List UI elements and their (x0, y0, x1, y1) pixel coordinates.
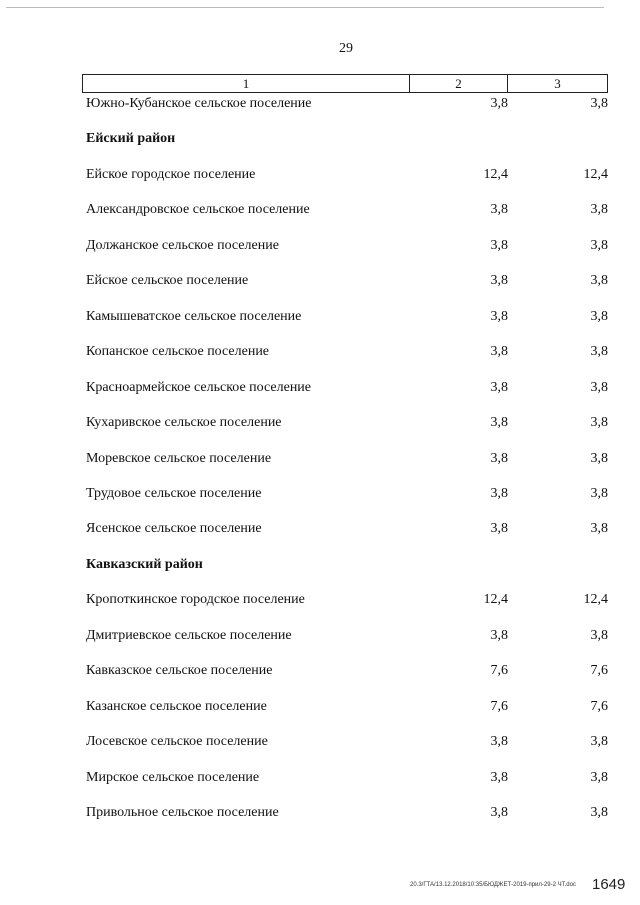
value-column-2: 3,8 (490, 415, 508, 430)
page-number: 29 (339, 41, 353, 56)
value-column-3: 3,8 (590, 96, 608, 111)
settlement-row (86, 271, 610, 291)
value-column-2: 3,8 (490, 96, 508, 111)
value-column-2: 3,8 (490, 628, 508, 643)
settlement-row (86, 590, 610, 610)
settlement-name: Казанское сельское поселение (86, 699, 267, 714)
settlement-row (86, 626, 610, 646)
value-column-2: 3,8 (490, 770, 508, 785)
settlement-row (86, 342, 610, 362)
district-heading-row (86, 129, 610, 149)
value-column-2: 12,4 (483, 167, 508, 182)
value-column-2: 3,8 (490, 734, 508, 749)
settlement-row (86, 378, 610, 398)
value-column-3: 7,6 (590, 663, 608, 678)
settlement-name: Кухаривское сельское поселение (86, 415, 282, 430)
value-column-3: 3,8 (590, 238, 608, 253)
footer-file-note: 20.3/ГТА/13.12.2018/10:35/БЮДЖЕТ-2019-прил-29-2 ЧТ.doc (410, 882, 576, 888)
value-column-2: 3,8 (490, 451, 508, 466)
settlement-row (86, 732, 610, 752)
settlement-name: Ейское городское поселение (86, 167, 256, 182)
value-column-3: 3,8 (590, 380, 608, 395)
value-column-2: 3,8 (490, 486, 508, 501)
district-name: Ейский район (86, 131, 176, 146)
settlement-name: Моревское сельское поселение (86, 451, 272, 466)
settlement-name: Трудовое сельское поселение (86, 486, 262, 501)
settlement-row (86, 484, 610, 504)
value-column-2: 12,4 (483, 592, 508, 607)
settlement-row (86, 200, 610, 220)
value-column-3: 3,8 (590, 415, 608, 430)
settlement-name: Копанское сельское поселение (86, 344, 270, 359)
value-column-3: 3,8 (590, 202, 608, 217)
settlement-row (86, 94, 610, 114)
value-column-3: 3,8 (590, 734, 608, 749)
settlement-name: Кропоткинское городское поселение (86, 592, 305, 607)
settlement-name: Привольное сельское поселение (86, 805, 279, 820)
settlement-row (86, 519, 610, 539)
settlement-row (86, 236, 610, 256)
value-column-3: 12,4 (583, 167, 608, 182)
value-column-2: 3,8 (490, 238, 508, 253)
column-header-1: 1 (83, 75, 410, 92)
top-scan-rule (6, 7, 604, 8)
settlement-name: Должанское сельское поселение (86, 238, 279, 253)
settlement-name: Камышеватское сельское поселение (86, 309, 302, 324)
value-column-3: 12,4 (583, 592, 608, 607)
settlement-name: Красноармейское сельское поселение (86, 380, 312, 395)
settlement-name: Ясенское сельское поселение (86, 521, 262, 536)
column-header-3: 3 (554, 75, 561, 91)
settlement-name: Лосевское сельское поселение (86, 734, 268, 749)
footer-sheet-number: 1649 (592, 876, 626, 893)
value-column-2: 3,8 (490, 273, 508, 288)
settlement-name: Александровское сельское поселение (86, 202, 310, 217)
settlement-row (86, 413, 610, 433)
settlement-row (86, 661, 610, 681)
settlement-row (86, 449, 610, 469)
value-column-2: 3,8 (490, 309, 508, 324)
value-column-2: 3,8 (490, 521, 508, 536)
value-column-2: 3,8 (490, 805, 508, 820)
value-column-3: 3,8 (590, 770, 608, 785)
settlement-name: Кавказское сельское поселение (86, 663, 273, 678)
value-column-3: 7,6 (590, 699, 608, 714)
value-column-2: 3,8 (490, 202, 508, 217)
value-column-2: 3,8 (490, 344, 508, 359)
value-column-3: 3,8 (590, 628, 608, 643)
column-header-2: 2 (410, 75, 508, 92)
value-column-3: 3,8 (590, 451, 608, 466)
value-column-3: 3,8 (590, 309, 608, 324)
value-column-3: 3,8 (590, 344, 608, 359)
value-column-3: 3,8 (590, 805, 608, 820)
value-column-3: 3,8 (590, 486, 608, 501)
settlement-name: Ейское сельское поселение (86, 273, 249, 288)
settlement-name: Южно-Кубанское сельское поселение (86, 96, 312, 111)
settlement-row (86, 307, 610, 327)
value-column-3: 3,8 (590, 273, 608, 288)
settlement-row (86, 697, 610, 717)
value-column-2: 7,6 (490, 699, 508, 714)
value-column-2: 3,8 (490, 380, 508, 395)
value-column-3: 3,8 (590, 521, 608, 536)
settlement-row (86, 165, 610, 185)
settlement-name: Мирское сельское поселение (86, 770, 260, 785)
column-header-table (82, 74, 608, 93)
district-name: Кавказский район (86, 557, 203, 572)
value-column-2: 7,6 (490, 663, 508, 678)
settlement-row (86, 768, 610, 788)
district-heading-row (86, 555, 610, 575)
settlement-row (86, 803, 610, 823)
settlement-name: Дмитриевское сельское поселение (86, 628, 292, 643)
